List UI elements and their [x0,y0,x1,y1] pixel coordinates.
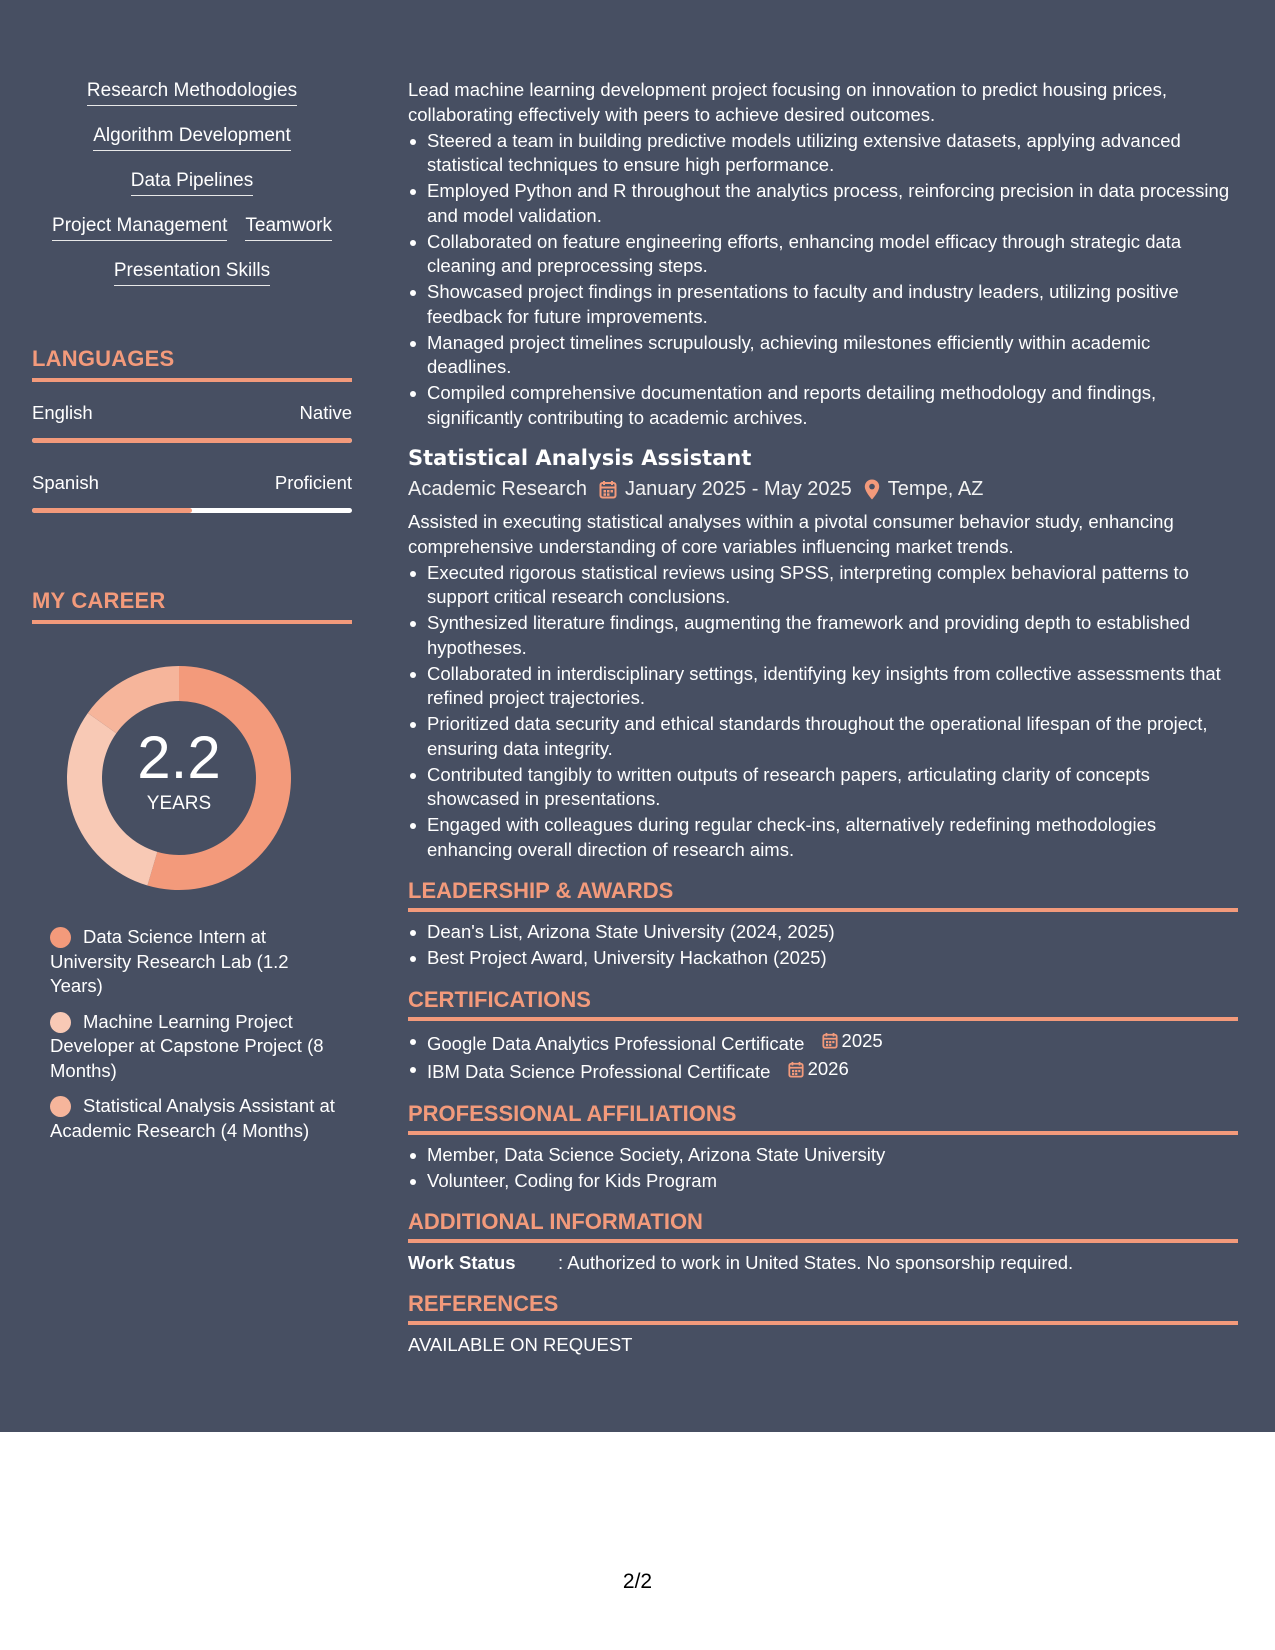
bullet-item: Volunteer, Coding for Kids Program [408,1169,1238,1194]
bullet-item: Compiled comprehensive documentation and reports detailing methodology and findings, significantly contributing to academic archives. [408,381,1238,430]
career-legend-label: Statistical Analysis Assistant at Academic Research (4 Months) [50,1095,335,1141]
skills-list [32,80,352,305]
career-heading: MY CAREER [32,588,352,624]
language-level-bar [32,508,352,513]
job-company: Academic Research [408,478,587,500]
references-text: AVAILABLE ON REQUEST [408,1334,633,1355]
bullet-item: Prioritized data security and ethical standards throughout the operational lifespan of the project, ensuring data integrity. [408,712,1238,761]
career-legend-label: Machine Learning Project Developer at Capstone Project (8 Months) [50,1010,324,1081]
certification-name: Google Data Analytics Professional Certificate [427,1032,805,1054]
job-meta [408,474,1238,504]
work-status-row [408,1251,1238,1275]
bullet-item: Member, Data Science Society, Arizona State University [408,1143,1238,1168]
skill-tag: Presentation Skills [114,260,270,286]
job-bullets [408,561,1238,863]
language-item [32,472,352,513]
job-summary: Assisted in executing statistical analyses within a pivotal consumer behavior study, enhancing comprehensive understanding of core variables influencing market trends. [408,511,1174,557]
right-column [408,78,1238,1357]
skill-tag: Research Methodologies [87,80,297,106]
language-level-bar [32,438,352,443]
work-status-value: : Authorized to work in United States. No sponsorship required. [558,1252,1074,1273]
calendar-icon [788,1061,804,1078]
left-column [32,80,352,1141]
skill-row [52,215,332,260]
career-legend-item [50,1094,340,1143]
skill-row [87,80,297,125]
language-level-fill [32,438,352,443]
languages-heading: LANGUAGES [32,346,352,382]
language-level-fill [32,508,192,513]
skill-tag: Teamwork [245,215,332,241]
certifications-list [408,1029,1238,1085]
career-years-unit: YEARS [146,793,212,814]
skill-row [93,125,290,170]
bullet-item: Managed project timelines scrupulously, achieving milestones efficiently within academic deadlines. [408,331,1238,380]
certifications-heading: CERTIFICATIONS [408,987,1238,1021]
work-status-label: Work Status [408,1252,516,1273]
additional-info-heading: ADDITIONAL INFORMATION [408,1209,1238,1243]
skill-row [114,260,270,305]
project-bullets [408,129,1238,431]
language-name: English [32,402,93,423]
calendar-icon [822,1032,838,1049]
bullet-item: Steered a team in building predictive models utilizing extensive datasets, applying advanced statistical techniques to ensure high performance. [408,129,1238,178]
bullet-item: Executed rigorous statistical reviews using SPSS, interpreting complex behavioral patterns to support critical research conclusions. [408,561,1238,610]
career-legend-label: Data Science Intern at University Research Lab (1.2 Years) [50,926,289,996]
calendar-icon [599,480,617,499]
language-name: Spanish [32,472,99,493]
certification-item [408,1057,1238,1084]
skill-tag: Algorithm Development [93,125,290,151]
bullet-item: Dean's List, Arizona State University (2024, 2025) [408,920,1238,945]
bullet-item: Synthesized literature findings, augmenting the framework and providing depth to established hypotheses. [408,611,1238,660]
legend-dot [50,1096,71,1117]
legend-dot [50,1012,71,1033]
career-legend-item [50,925,340,999]
bullet-item: Engaged with colleagues during regular check-ins, alternatively redefining methodologies enhancing overall direction of research aims. [408,813,1238,862]
job-title: Statistical Analysis Assistant [408,446,752,470]
bullet-item: Collaborated on feature engineering efforts, enhancing model efficacy through strategic data cleaning and preprocessing steps. [408,230,1238,279]
certification-name: IBM Data Science Professional Certificate [427,1061,771,1082]
certification-year: 2025 [841,1029,883,1051]
project-description: Lead machine learning development project focusing on innovation to predict housing prices, collaborating effectively with peers to achieve desired outcomes. [408,79,1167,125]
skill-tag: Data Pipelines [131,170,254,196]
affiliations-heading: PROFESSIONAL AFFILIATIONS [408,1101,1238,1135]
career-total-years: 2.2 [137,724,221,791]
bullet-item: Employed Python and R throughout the analytics process, reinforcing precision in data processing and model validation. [408,179,1238,228]
legend-dot [50,927,71,948]
language-item [32,402,352,443]
career-donut-chart [66,665,292,891]
job-location: Tempe, AZ [887,478,984,500]
job-dates: January 2025 - May 2025 [624,478,852,500]
skill-tag: Project Management [52,215,227,241]
references-heading: REFERENCES [408,1291,1238,1325]
bullet-item: Showcased project findings in presentations to faculty and industry leaders, utilizing positive feedback for future improvements. [408,280,1238,329]
page-number: 2/2 [622,1570,653,1593]
leadership-list [408,920,1238,971]
language-level: Proficient [274,472,352,493]
language-level: Native [299,402,352,423]
affiliations-list [408,1143,1238,1194]
career-legend [50,925,340,1154]
bullet-item: Contributed tangibly to written outputs of research papers, articulating clarity of concepts showcased in presentations. [408,763,1238,812]
bullet-item: Collaborated in interdisciplinary settings, identifying key insights from collective assessments that refined project trajectories. [408,662,1238,711]
skill-row [131,170,254,215]
leadership-heading: LEADERSHIP & AWARDS [408,878,1238,912]
career-legend-item [50,1010,340,1084]
certification-item [408,1029,1238,1056]
bullet-item: Best Project Award, University Hackathon (2025) [408,946,1238,971]
certification-year: 2026 [807,1058,849,1080]
map-pin-icon [864,479,880,500]
